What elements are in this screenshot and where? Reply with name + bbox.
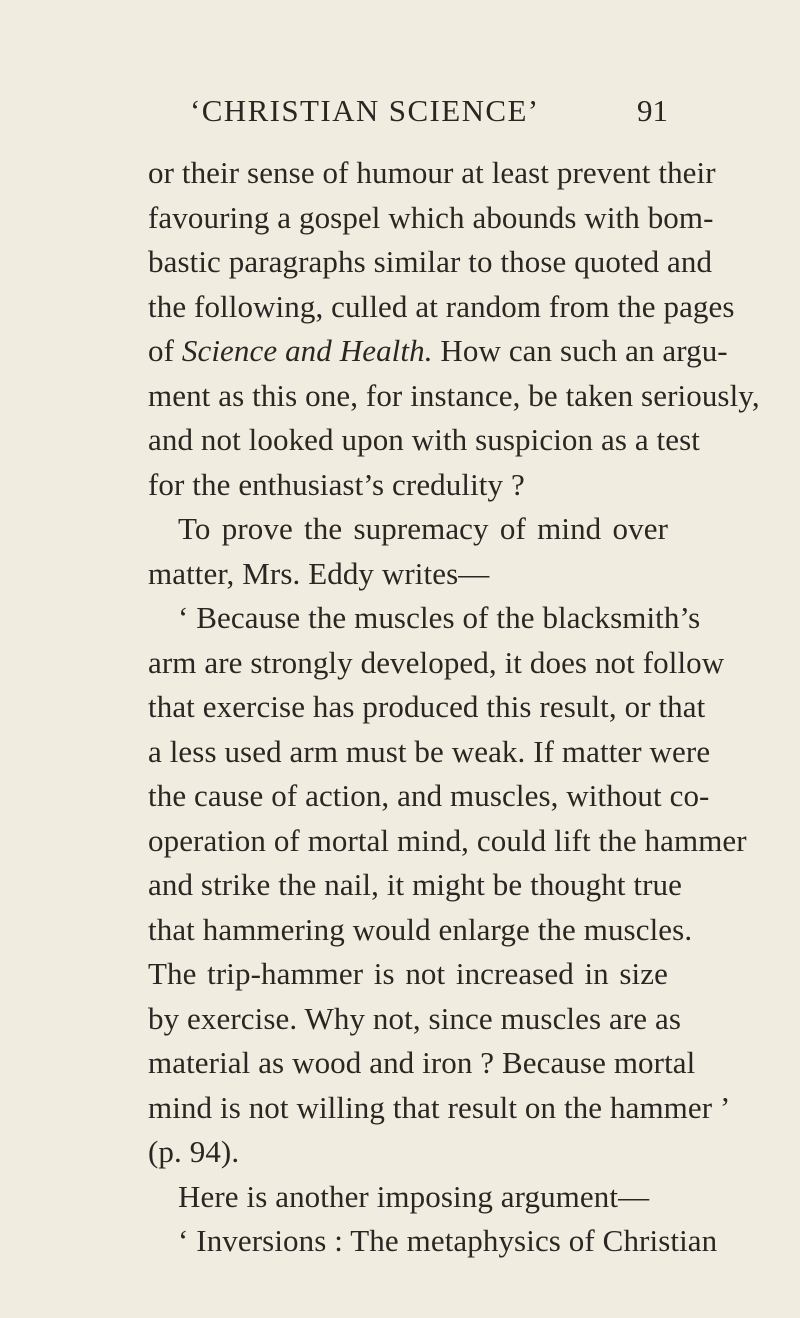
text-line: material as wood and iron ? Because mortal	[148, 1045, 696, 1080]
text-segment: How can such an argu-	[432, 333, 728, 368]
text-line: or their sense of humour at least prevent their	[148, 155, 716, 190]
text-line: ‘ Inversions : The metaphysics of Christian	[178, 1223, 718, 1258]
text-line: for the enthusiast’s credulity ?	[148, 466, 525, 502]
text-line: and not looked upon with suspicion as a test	[148, 422, 701, 457]
text-line: the following, culled at random from the pages	[148, 288, 735, 324]
book-title: Science and Health.	[181, 333, 433, 368]
running-head	[148, 86, 668, 136]
text-line: favouring a gospel which abounds with bom-	[148, 199, 714, 235]
text-line: that hammering would enlarge the muscles.	[148, 911, 693, 947]
text-segment: of	[148, 333, 182, 368]
text-line: Here is another imposing argument—	[178, 1178, 650, 1214]
text-line	[148, 329, 728, 374]
text-line: To prove the supremacy of mind over	[178, 511, 668, 546]
text-line: bastic paragraphs similar to those quoted and	[148, 244, 713, 279]
text-line: ment as this one, for instance, be taken seriously,	[148, 377, 760, 413]
text-line: by exercise. Why not, since muscles are as	[148, 1000, 682, 1036]
running-title: ‘CHRISTIAN SCIENCE’	[190, 93, 540, 128]
text-line: The trip-hammer is not increased in size	[148, 956, 668, 991]
text-line: mind is not willing that result on the hammer ’	[148, 1089, 731, 1125]
text-line: ‘ Because the muscles of the blacksmith’s	[178, 600, 701, 635]
text-line: a less used arm must be weak. If matter were	[148, 733, 711, 769]
text-line: the cause of action, and muscles, without co-	[148, 778, 710, 813]
text-line: (p. 94).	[148, 1134, 240, 1169]
text-line: matter, Mrs. Eddy writes—	[148, 555, 490, 591]
page-number: 91	[637, 93, 668, 128]
text-line: arm are strongly developed, it does not follow	[148, 644, 725, 680]
text-line: operation of mortal mind, could lift the hammer	[148, 822, 747, 858]
text-line: and strike the nail, it might be thought true	[148, 867, 682, 902]
body-text	[148, 151, 760, 1264]
text-line: that exercise has produced this result, or that	[148, 689, 706, 724]
